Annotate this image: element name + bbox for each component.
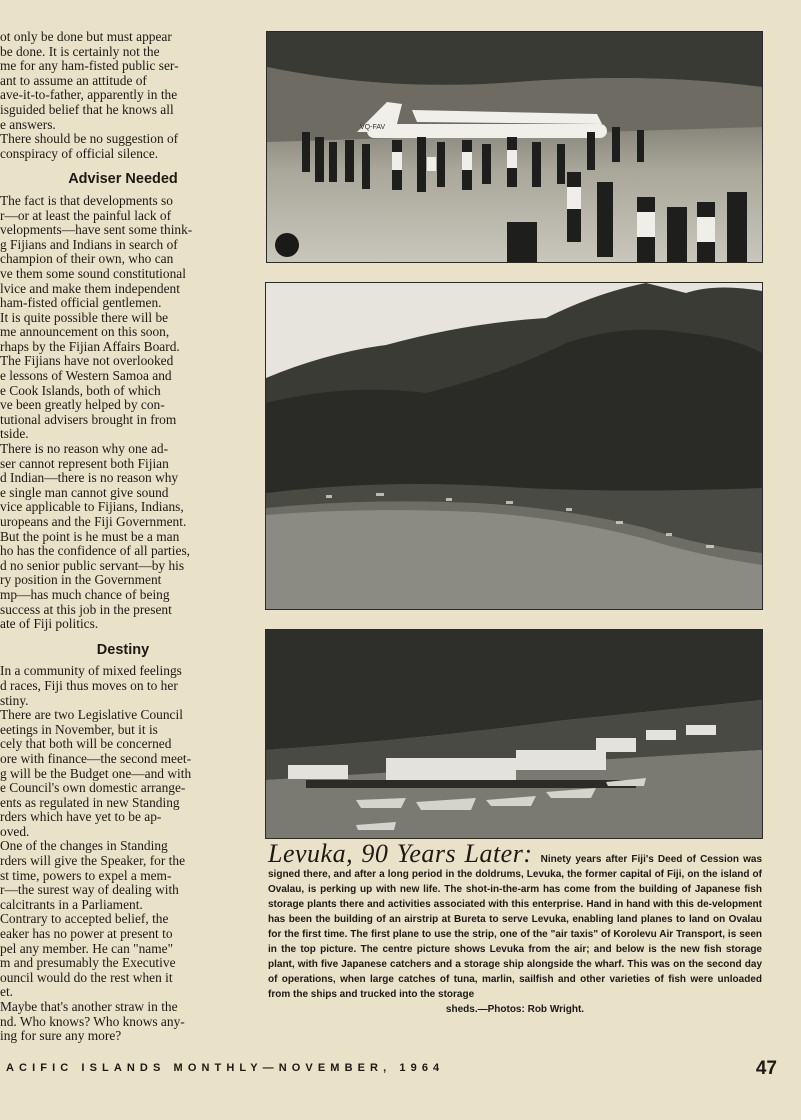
text-line: d Indian—there is no reason why [0, 471, 179, 486]
text-line: eaker has no power at present to [0, 927, 173, 942]
text-line: Contrary to accepted belief, the [0, 912, 169, 927]
text-line: ents as regulated in new Standing [0, 795, 180, 810]
text-line: ate of Fiji politics. [0, 617, 99, 632]
column-paragraph [0, 1000, 236, 1044]
text-line: g Fijians and Indians in search of [0, 237, 178, 252]
text-line: ouncil would do the rest when it [0, 970, 173, 985]
text-line: e answers. [0, 117, 56, 132]
column-paragraph [0, 132, 236, 161]
text-line: ave-it-to-father, apparently in the [0, 88, 178, 103]
text-line: ing for sure any more? [0, 1029, 122, 1044]
photo-aerial-graphic [266, 283, 762, 609]
column-paragraph [0, 839, 236, 912]
caption-credit: sheds.—Photos: Rob Wright. [445, 1004, 585, 1015]
text-line: rders which have yet to be ap- [0, 810, 162, 825]
text-line: ve them some sound constitutional [0, 266, 186, 281]
text-line: mp—has much chance of being [0, 587, 170, 602]
text-line: lvice and make them independent [0, 281, 180, 296]
text-line: There are two Legislative Council [0, 708, 183, 723]
aircraft-marking: VQ-FAV [360, 124, 386, 131]
text-line: e single man cannot give sound [0, 485, 169, 500]
column-paragraph [0, 30, 236, 132]
text-line: e Council's own domestic arrange- [0, 781, 186, 796]
text-line: oved. [0, 824, 30, 839]
text-line: nd. Who knows? Who knows any- [0, 1014, 185, 1029]
text-line: Maybe that's another straw in the [0, 1000, 178, 1014]
photo-caption [268, 839, 763, 1017]
column-paragraph [0, 664, 236, 708]
text-line: ham-fisted official gentlemen. [0, 296, 162, 311]
text-line: conspiracy of official silence. [0, 146, 159, 161]
column-paragraph [0, 354, 236, 442]
text-line: success at this job in the present [0, 602, 172, 617]
text-line: r—the surest way of dealing with [0, 883, 179, 898]
column-paragraph [0, 708, 236, 839]
heading-adviser-needed: Adviser Needed [68, 171, 178, 188]
text-line: me for any ham-fisted public ser- [0, 59, 179, 74]
photo-fish-storage-wharf [265, 629, 763, 839]
text-line: ot only be done but must appear [0, 30, 172, 44]
text-line: isguided belief that he knows all [0, 102, 174, 117]
text-line: uropeans and the Fiji Government. [0, 515, 187, 529]
paragraph-group-c [0, 664, 236, 1043]
column-paragraph [0, 530, 236, 632]
photo-levuka-aerial [265, 282, 763, 610]
paragraph-group-a [0, 30, 236, 161]
text-line: d no senior public servant—by his [0, 558, 185, 573]
heading-destiny: Destiny [96, 641, 150, 658]
text-line: ant to assume an attitude of [0, 73, 147, 88]
text-line: st time, powers to expel a mem- [0, 868, 172, 883]
text-line: It is quite possible there will be [0, 310, 169, 325]
column-paragraph [0, 311, 236, 355]
page-footer [0, 1058, 801, 1082]
text-line: ser cannot represent both Fijian [0, 456, 169, 471]
text-line: cely that both will be concerned [0, 737, 172, 752]
text-line: But the point is he must be a man [0, 529, 180, 544]
text-line: tutional advisers brought in from [0, 412, 177, 427]
photo-airstrip-plane [266, 31, 763, 263]
text-line: In a community of mixed feelings [0, 664, 182, 679]
left-text-column [0, 30, 236, 1044]
text-line: ve been greatly helped by con- [0, 398, 165, 413]
text-line: ore with finance—the second meet- [0, 751, 192, 766]
text-line: ry position in the Government [0, 573, 162, 588]
text-line: m and presumably the Executive [0, 956, 176, 971]
text-line: rders will give the Speaker, for the [0, 854, 186, 869]
text-line: rhaps by the Fijian Affairs Board. [0, 339, 180, 354]
text-line: d races, Fiji thus moves on to her [0, 678, 178, 693]
text-line: velopments—have sent some think- [0, 223, 193, 238]
photo-wharf-graphic [266, 630, 762, 838]
text-line: e lessons of Western Samoa and [0, 369, 172, 384]
text-line: r—or at least the painful lack of [0, 208, 172, 223]
caption-title: Levuka, 90 Years Later: [268, 839, 533, 868]
caption-body: Ninety years after Fiji's Deed of Cession was signed there, and after a long period in the doldrums, Levuka, the former capital of Fiji, on the island of Ovalau, is perking up with new life. The shot-in-the-arm has come from the building of Japanese fish storage plants there and activities associated with this enterprise. Hand in hand with this de-velopment has been the building of an airstrip at Bureta to serve Levuka, enabling land planes to land on Ovalau for the first time. The first plane to use the strip, one of the "air taxis" of Korolevu Air Transport, is seen in the top picture. The centre picture shows Levuka from the air; and below is the new fish storage plant, with five Japanese catchers and a storage ship alongside the wharf. This was on the second day of operations, when large catches of tuna, marlin, sailfish and other varieties of fish were unloaded from the ships and trucked into the storage [268, 854, 763, 1000]
page-number: 47 [755, 1058, 777, 1079]
column-paragraph [0, 442, 236, 530]
text-line: vice applicable to Fijians, Indians, [0, 500, 184, 515]
text-line: The fact is that developments so [0, 193, 173, 208]
text-line: pel any member. He can "name" [0, 941, 174, 956]
text-line: stiny. [0, 693, 29, 708]
text-line: me announcement on this soon, [0, 325, 170, 340]
text-line: calcitrants in a Parliament. [0, 897, 143, 912]
text-line: e Cook Islands, both of which [0, 383, 161, 398]
photo-airstrip-graphic [267, 32, 762, 262]
column-paragraph [0, 194, 236, 311]
running-head: ACIFIC ISLANDS MONTHLY—NOVEMBER, 1964 [6, 1062, 445, 1074]
text-line: eetings in November, but it is [0, 722, 158, 737]
text-line: be done. It is certainly not the [0, 44, 160, 59]
text-line: champion of their own, who can [0, 252, 174, 267]
text-line: One of the changes in Standing [0, 839, 168, 854]
text-line: tside. [0, 427, 29, 442]
text-line: et. [0, 985, 14, 1000]
text-line: g will be the Budget one—and with [0, 766, 192, 781]
column-paragraph [0, 912, 236, 1000]
paragraph-group-b [0, 194, 236, 632]
text-line: There is no reason why one ad- [0, 442, 169, 457]
text-line: There should be no suggestion of [0, 132, 179, 147]
text-line: ho has the confidence of all parties, [0, 544, 190, 559]
text-line: The Fijians have not overlooked [0, 354, 174, 369]
